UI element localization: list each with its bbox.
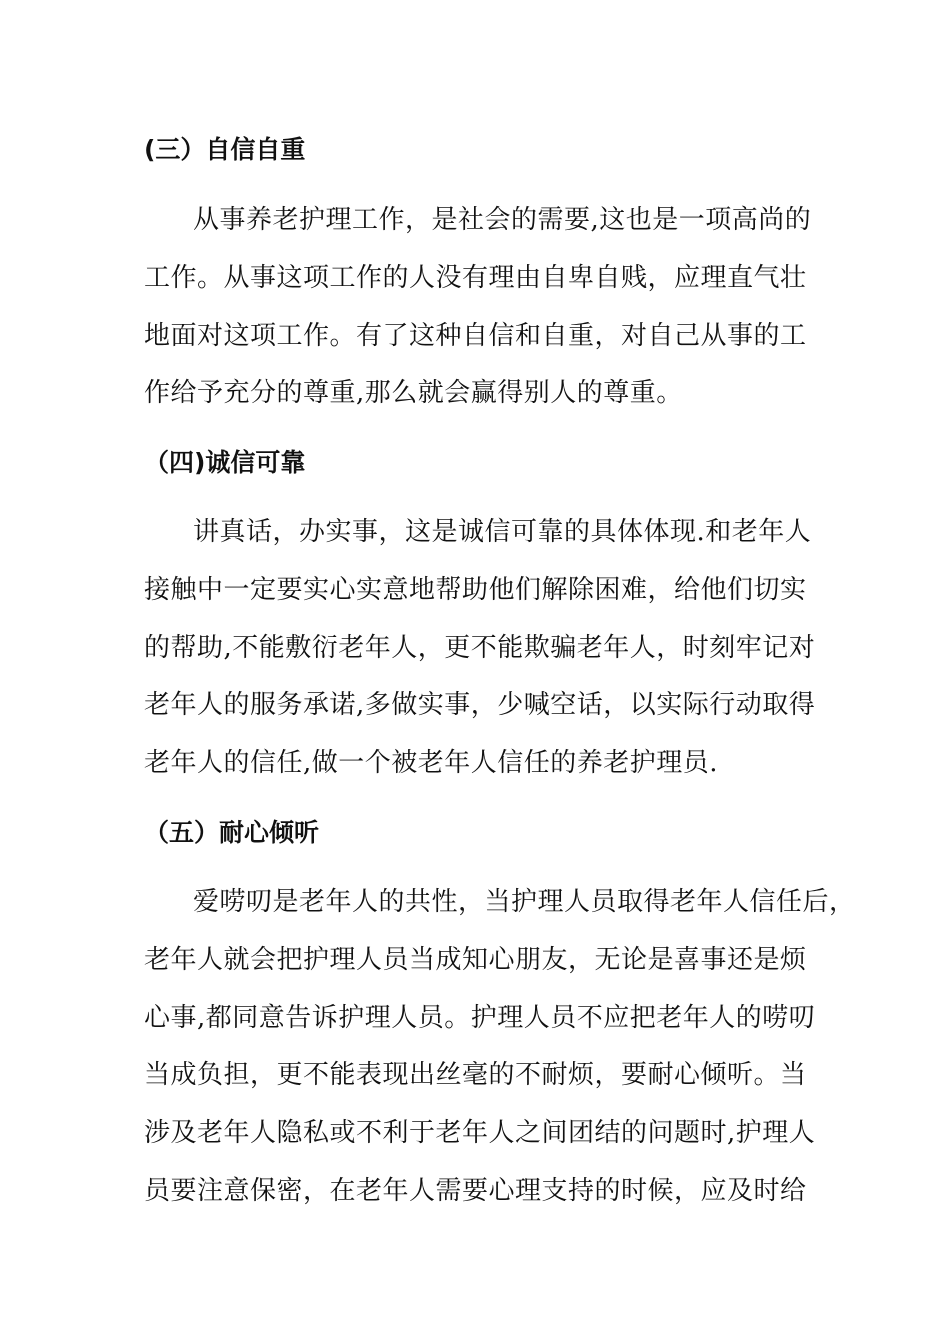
paragraph-line: 当成负担，更不能表现出丝毫的不耐烦，要耐心倾听。当 [144, 1060, 807, 1090]
paragraph-line: 接触中一定要实心实意地帮助他们解除困难，给他们切实 [144, 575, 807, 605]
section-heading-4: （四)诚信可靠 [144, 448, 306, 477]
paragraph-line: 心事,都同意告诉护理人员。护理人员不应把老年人的唠叨 [144, 1003, 816, 1033]
paragraph-line: 工作。从事这项工作的人没有理由自卑自贱，应理直气壮 [144, 263, 807, 293]
paragraph-line: 老年人的信任,做一个被老年人信任的养老护理员. [144, 748, 719, 778]
paragraph-line: 涉及老年人隐私或不利于老年人之间团结的问题时,护理人 [144, 1118, 816, 1148]
paragraph-line: 老年人的服务承诺,多做实事，少喊空话，以实际行动取得 [144, 690, 816, 720]
section-heading-3: (三）自信自重 [144, 135, 306, 164]
paragraph-line: 讲真话，办实事，这是诚信可靠的具体体现.和老年人 [193, 517, 812, 547]
paragraph-line: 的帮助,不能敷衍老年人，更不能欺骗老年人，时刻牢记对 [144, 633, 816, 663]
paragraph-line: 爱唠叨是老年人的共性，当护理人员取得老年人信任后， [193, 887, 856, 917]
paragraph-line: 员要注意保密，在老年人需要心理支持的时候，应及时给 [144, 1176, 807, 1206]
paragraph-line: 老年人就会把护理人员当成知心朋友，无论是喜事还是烦 [144, 945, 807, 975]
paragraph-line: 作给予充分的尊重,那么就会赢得别人的尊重。 [144, 378, 683, 408]
section-heading-5: （五）耐心倾听 [144, 818, 320, 847]
paragraph-line: 地面对这项工作。有了这种自信和自重，对自己从事的工 [144, 321, 807, 351]
paragraph-line: 从事养老护理工作，是社会的需要,这也是一项高尚的 [193, 205, 812, 235]
